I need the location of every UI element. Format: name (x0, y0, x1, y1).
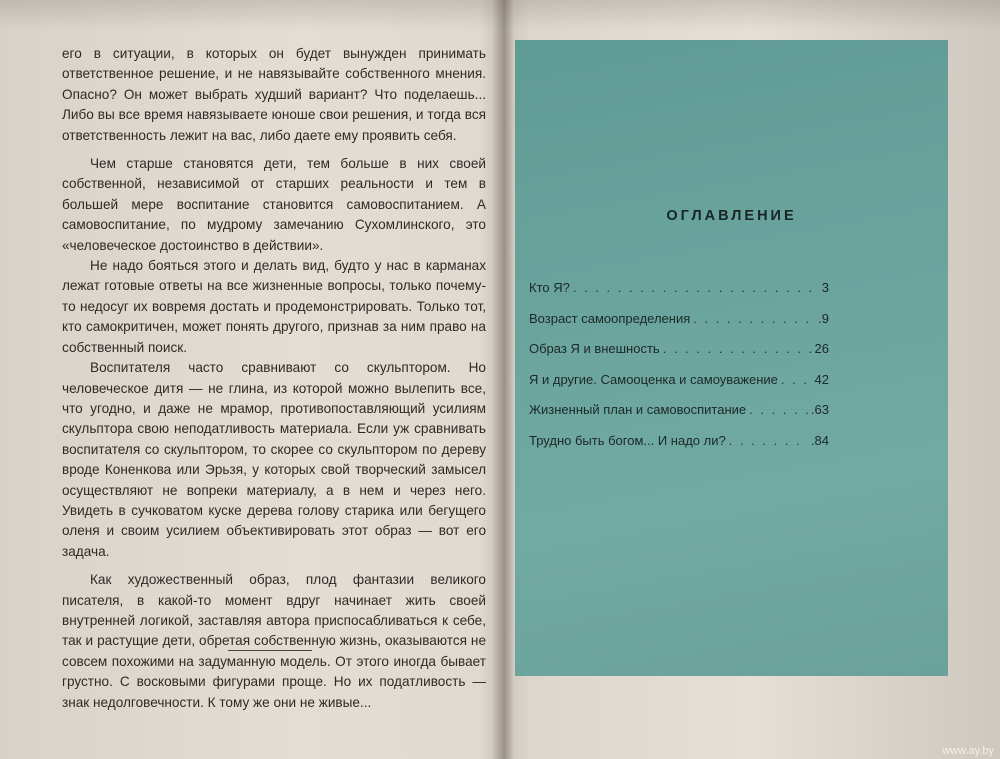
toc-entry-page: 3 (821, 280, 829, 295)
toc-list (529, 280, 829, 463)
toc-entry (529, 402, 829, 433)
toc-entry (529, 311, 829, 342)
paragraph: Как художественный образ, плод фантазии великого писателя, в какой-то момент вдруг начинает жить своей внутренней логикой, заставляя автора приспосабливаться к себе, так и растущие дети, обретая собственную жизнь, оказываются не совсем похожими на задуманную модель. От этого иногда бывает грустно. С восковыми фигурами проще. Но их податливость — знак недолговечности. К тому же они не живые... (62, 572, 486, 710)
toc-leader-dots (729, 433, 808, 448)
toc-entry-page: .84 (810, 432, 829, 448)
toc-entry-page: 42 (814, 371, 829, 387)
toc-entry (529, 280, 829, 311)
toc-entry-title: Я и другие. Самооценка и самоуважение (529, 371, 778, 387)
watermark: www.ay.by (942, 745, 994, 757)
paragraph: Воспитателя часто сравнивают со скульптором. Но человеческое дитя — не глина, из которой можно вылепить все, что угодно, и даже не мрамор, противопоставляющий усилиям скульптора свою неподатливость материала. Если уж сравнивать воспитателя со скульптором, то скорее со скульптором по дереву вроде Коненкова или Эрьзя, у которых свой творческий замысел осуществляют не вопреки материалу, а в нем и через него. Увидеть в сучковатом куске дерева голову старика или бегущего оленя и своим усилием объективировать этот образ — вот его задача. (62, 360, 486, 559)
toc-title: ОГЛАВЛЕНИЕ (666, 208, 797, 224)
end-rule (228, 650, 312, 651)
toc-entry-page: .63 (810, 402, 829, 417)
toc-leader-dots (663, 341, 812, 356)
toc-entry-title: Трудно быть богом... И надо ли? (529, 432, 726, 448)
toc-entry-title: Возраст самоопределения (529, 310, 691, 326)
toc-entry (529, 372, 829, 403)
paragraph: Не надо бояться этого и делать вид, будто у нас в карманах лежат готовые ответы на все жизненные вопросы, только почему-то недосуг их вовремя достать и продемонстрировать. Только тот, кто самокритичен, может понять другого, признав за ним право на собственный поиск. (62, 258, 486, 355)
book-spine (492, 0, 514, 759)
toc-leader-dots (693, 311, 812, 326)
toc-entry-title: Кто Я? (529, 280, 570, 295)
toc-entry-title: Жизненный план и самовоспитание (529, 402, 747, 417)
paragraph: его в ситуации, в которых он будет вынужден принимать ответственное решение, и не навязывайте собственного мнения. Опасно? Он может выбрать худший вариант? Что поделаешь... Либо вы все время навязываете юноше свои решения, и тогда вся ответственность лежит на вас, либо даете ему проявить себя. (62, 46, 486, 143)
toc-entry-title: Образ Я и внешность (529, 341, 660, 356)
paragraph: Чем старше становятся дети, тем больше в них своей собственной, независимой от старших реальности и тем в большей мере воспитание становится самовоспитанием. А самовоспитание, по мудрому замечанию Сухомлинского, это «человеческое достоинство в действии». (62, 156, 486, 253)
toc-leader-dots (749, 402, 808, 417)
toc-entry (529, 433, 829, 464)
toc-leader-dots (781, 372, 812, 387)
toc-leader-dots (573, 280, 812, 295)
toc-entry-page: .9 (818, 310, 829, 326)
left-page-text (62, 44, 486, 713)
toc-entry (529, 341, 829, 372)
toc-entry-page: 26 (814, 341, 829, 356)
